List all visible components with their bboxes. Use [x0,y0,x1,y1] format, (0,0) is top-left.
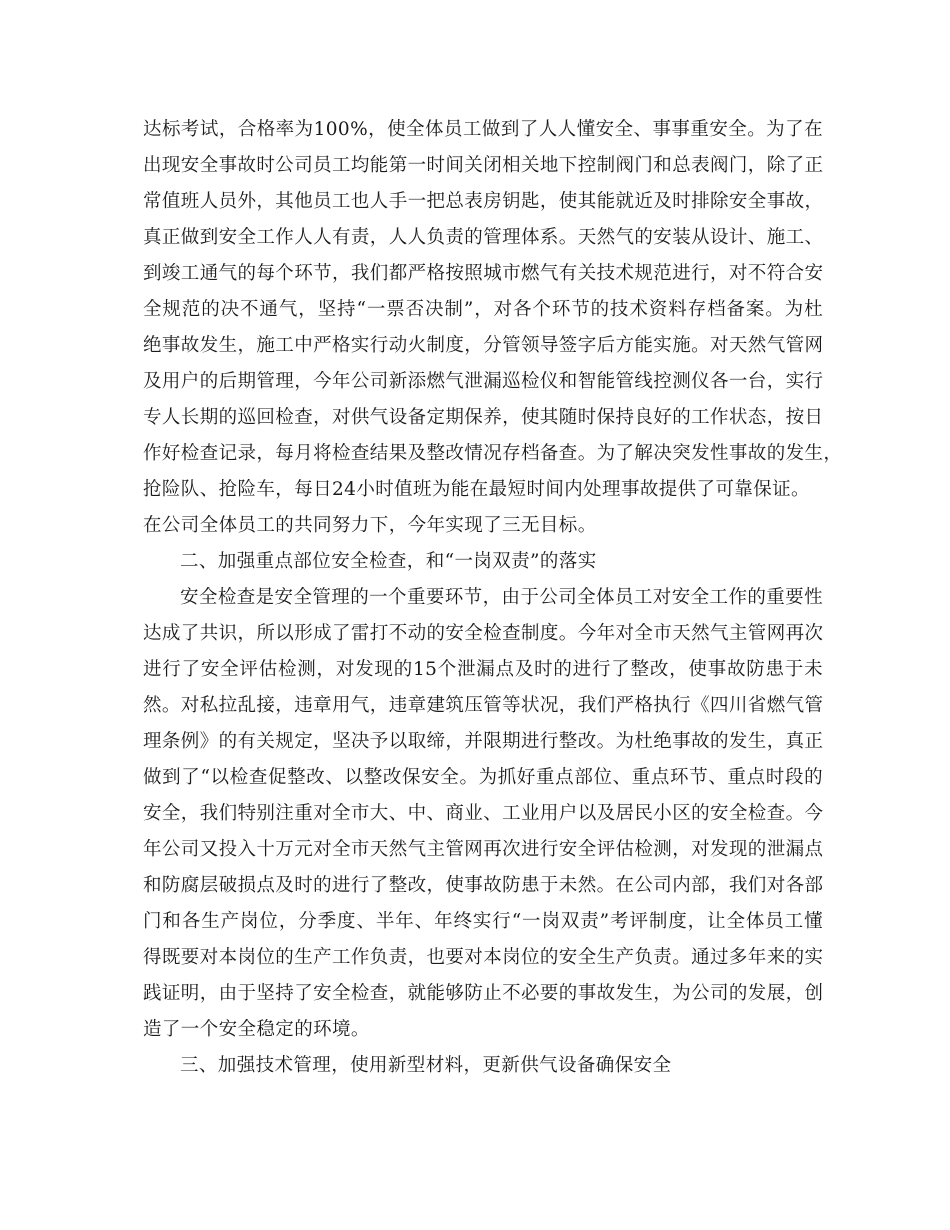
paragraph-2 [143,580,823,1048]
text-line: 年公司又投入十万元对全市天然气主管网再次进行安全评估检测，对发现的泄漏点 [143,839,824,860]
text-line: 达成了共识，所以形成了雷打不动的安全检查制度。今年对全市天然气主管网再次 [143,623,824,644]
text-line: 达标考试，合格率为100%，使全体员工做到了人人懂安全、事事重安全。为了在 [143,119,823,140]
text-line: 常值班人员外，其他员工也人手一把总表房钥匙，使其能就近及时排除安全事故， [143,191,824,212]
text-line: 践证明，由于坚持了安全检查，就能够防止不必要的事故发生，为公司的发展，创 [143,983,824,1004]
text-line: 真正做到安全工作人人有责，人人负责的管理体系。天然气的安装从设计、施工、 [143,227,824,248]
text-line: 全规范的决不通气，坚持“一票否决制”，对各个环节的技术资料存档备案。为杜 [143,299,823,320]
text-line: 及用户的后期管理，今年公司新添燃气泄漏巡检仪和智能管线控测仪各一台，实行 [143,371,824,392]
text-line: 和防腐层破损点及时的进行了整改，使事故防患于未然。在公司内部，我们对各部 [143,875,824,896]
text-line: 然。对私拉乱接，违章用气，违章建筑压管等状况，我们严格执行《四川省燃气管 [143,695,824,716]
paragraph-1 [143,112,843,544]
text-line: 出现安全事故时公司员工均能第一时间关闭相关地下控制阀门和总表阀门，除了正 [143,155,824,176]
text-line: 安全检查是安全管理的一个重要环节，由于公司全体员工对安全工作的重要性 [180,587,823,608]
text-line: 到竣工通气的每个环节，我们都严格按照城市燃气有关技术规范进行，对不符合安 [143,263,824,284]
section-heading-3: 三、加强技术管理，使用新型材料，更新供气设备确保安全 [180,1055,672,1076]
text-line: 得既要对本岗位的生产工作负责，也要对本岗位的安全生产负责。通过多年来的实 [143,947,824,968]
text-line: 安全，我们特别注重对全市大、中、商业、工业用户以及居民小区的安全检查。今 [143,803,824,824]
text-line: 进行了安全评估检测，对发现的15个泄漏点及时的进行了整改，使事故防患于未 [143,659,823,680]
text-line: 绝事故发生，施工中严格实行动火制度，分管领导签字后方能实施。对天然气管网 [143,335,824,356]
text-line: 抢险队、抢险车，每日24小时值班为能在最短时间内处理事故提供了可靠保证。 [143,479,810,500]
section-heading-2: 二、加强重点部位安全检查，和“一岗双责”的落实 [180,551,597,572]
document-body [143,112,843,1084]
text-line: 在公司全体员工的共同努力下，今年实现了三无目标。 [143,515,597,536]
text-line: 做到了“以检查促整改、以整改保安全。为抓好重点部位、重点环节、重点时段的 [143,767,823,788]
text-line: 理条例》的有关规定，坚决予以取缔，并限期进行整改。为杜绝事故的发生，真正 [143,731,824,752]
text-line: 作好检查记录，每月将检查结果及整改情况存档备查。为了解决突发性事故的发生， [143,443,843,464]
text-line: 专人长期的巡回检查，对供气设备定期保养，使其随时保持良好的工作状态，按日 [143,407,824,428]
text-line: 门和各生产岗位，分季度、半年、年终实行“一岗双责”考评制度，让全体员工懂 [143,911,823,932]
text-line: 造了一个安全稳定的环境。 [143,1019,370,1040]
